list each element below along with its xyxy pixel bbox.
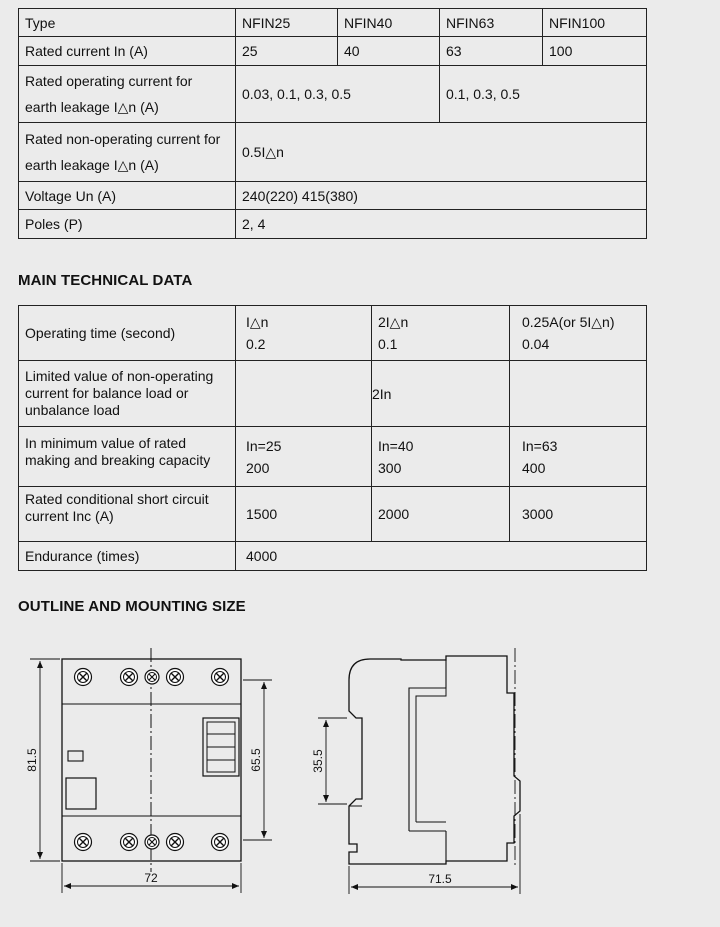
cell-top: I△n	[246, 314, 269, 330]
terminal-screw-icon	[145, 835, 159, 849]
table-cell: 0.1, 0.3, 0.5	[440, 66, 647, 123]
cell-bottom: 300	[378, 459, 402, 476]
terminal-screw-icon	[212, 834, 229, 851]
terminal-screw-icon	[145, 670, 159, 684]
dimension-label: 65.5	[249, 748, 263, 772]
cell-bottom: 0.1	[378, 336, 398, 352]
cell-top: In=25	[246, 437, 282, 454]
label-line: Rated non-operating current for	[25, 131, 221, 147]
section-title: OUTLINE AND MOUNTING SIZE	[18, 598, 246, 615]
cell-top: 2I△n	[378, 314, 409, 330]
table-cell: 2, 4	[236, 210, 647, 239]
terminal-screw-icon	[121, 834, 138, 851]
table-cell: 63	[440, 37, 543, 66]
table-cell: 240(220) 415(380)	[236, 182, 647, 210]
dimension-label: 72	[144, 871, 158, 885]
table-cell: 0.03, 0.1, 0.3, 0.5	[236, 66, 440, 123]
row-label: Endurance (times)	[19, 542, 236, 571]
cell-top: In=63	[522, 437, 558, 454]
terminal-screw-icon	[212, 669, 229, 686]
dimension-label: 35.5	[311, 749, 325, 773]
terminal-screw-icon	[121, 669, 138, 686]
header-cell: NFIN40	[338, 9, 440, 37]
cell-top: 0.25A(or 5I△n)	[522, 314, 615, 330]
cell-bottom: 0.2	[246, 336, 266, 352]
dimension-label: 81.5	[25, 748, 39, 772]
table-cell: 3000	[510, 487, 647, 542]
table-cell: 4000	[236, 542, 647, 571]
header-cell: NFIN100	[543, 9, 647, 37]
label-line: earth leakage I△n (A)	[25, 157, 159, 173]
cell-top: In=40	[378, 437, 414, 454]
row-label: In minimum value of rated making and breaking capacity	[19, 427, 236, 487]
side-dimensions	[318, 718, 520, 894]
table-cell: 25	[236, 37, 338, 66]
table-cell: 2000	[372, 487, 510, 542]
row-label: Operating time (second)	[19, 306, 236, 361]
header-cell: NFIN25	[236, 9, 338, 37]
cell-bottom: 400	[522, 459, 546, 476]
label-line: Rated operating current for	[25, 73, 193, 89]
table-cell: 0.5I△n	[236, 123, 647, 182]
terminal-screw-icon	[75, 669, 92, 686]
front-view	[62, 648, 241, 872]
terminal-screw-icon	[75, 834, 92, 851]
table-cell: 1500	[236, 487, 372, 542]
row-label: Rated current In (A)	[19, 37, 236, 66]
table-cell: 40	[338, 37, 440, 66]
row-label: Rated conditional short circuit current Inc (A)	[19, 487, 236, 542]
side-view	[349, 656, 520, 864]
section-title: MAIN TECHNICAL DATA	[18, 272, 193, 289]
terminal-screw-icon	[167, 834, 184, 851]
row-label: Limited value of non-operating current for balance load or unbalance load	[19, 361, 236, 427]
header-cell: Type	[19, 9, 236, 37]
terminal-screw-icon	[167, 669, 184, 686]
dimension-label: 71.5	[428, 872, 452, 886]
cell-bottom: 200	[246, 459, 270, 476]
table-cell: 2In	[372, 361, 510, 427]
header-cell: NFIN63	[440, 9, 543, 37]
row-label: Voltage Un (A)	[19, 182, 236, 210]
table-cell: 100	[543, 37, 647, 66]
row-label: Poles (P)	[19, 210, 236, 239]
cell-bottom: 0.04	[522, 336, 550, 352]
label-line: earth leakage I△n (A)	[25, 99, 159, 115]
